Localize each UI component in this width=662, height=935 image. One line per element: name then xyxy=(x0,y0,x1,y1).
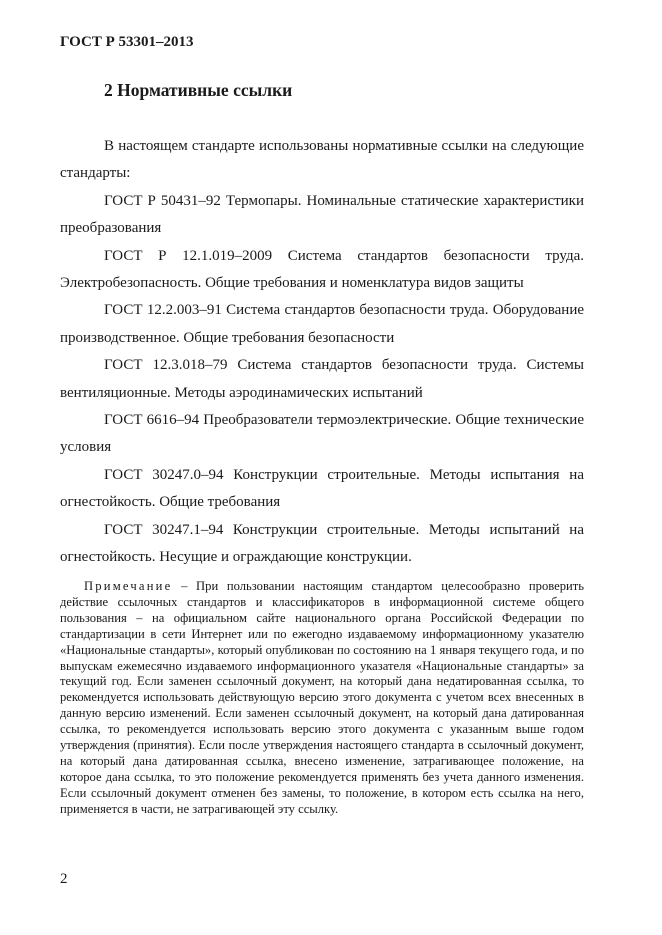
reference-item: ГОСТ 12.2.003–91 Система стандартов безопасности труда. Оборудование производственное. Общие требования безопасности xyxy=(60,302,584,346)
reference-item: ГОСТ 30247.1–94 Конструкции строительные. Методы испытаний на огнестойкость. Несущие и ограждающие конструкции. xyxy=(60,521,584,566)
document-code-header: ГОСТ Р 53301–2013 xyxy=(60,34,194,50)
references-body xyxy=(60,133,584,572)
reference-item: ГОСТ 12.3.018–79 Система стандартов безопасности труда. Системы вентиляционные. Методы аэродинамических испытаний xyxy=(60,357,584,401)
reference-item: ГОСТ 30247.0–94 Конструкции строительные. Методы испытания на огнестойкость. Общие требования xyxy=(60,466,584,511)
reference-item: ГОСТ Р 50431–92 Термопары. Номинальные статические характеристики преобразования xyxy=(60,192,584,237)
note-text: – При пользовании настоящим стандартом целесообразно проверить действие ссылочных стандартов и классификаторов в информационной системе общего пользования – на официальном сайте национального органа Российской Федерации по стандартизации в сети Интернет или по ежегодно издаваемому информационному указателю «Национальные стандарты», который опубликован по состоянию на 1 января текущего года, и по выпускам ежемесячно издаваемого информационного указателя «Национальные стандарты» за текущий год. Если заменен ссылочный документ, на который дана недатированная ссылка, то рекомендуется использовать действующую версию этого документа с учетом всех внесенных в данную версию изменений. Если заменен ссылочный документ, на который дана датированная ссылка, то рекомендуется использовать версию этого документа с указанным выше годом утверждения (принятия). Если после утверждения настоящего стандарта в ссылочный документ, на который дана датированная ссылка, внесено изменение, затрагивающее положение, на которое дана ссылка, то это положение рекомендуется применять без учета данного изменения. Если ссылочный документ отменен без замены, то положение, в котором есть ссылка на него, применяется в части, не затрагивающей эту ссылку. xyxy=(60,579,584,816)
page-number: 2 xyxy=(60,871,68,887)
reference-item: ГОСТ 6616–94 Преобразователи термоэлектрические. Общие технические условия xyxy=(60,412,584,456)
note-paragraph xyxy=(60,579,584,818)
reference-item: ГОСТ Р 12.1.019–2009 Система стандартов безопасности труда. Электробезопасность. Общие требования и номенклатура видов защиты xyxy=(60,247,584,292)
intro-paragraph: В настоящем стандарте использованы нормативные ссылки на следующие стандарты: xyxy=(60,138,584,182)
note-label: Примечание xyxy=(84,579,173,593)
section-title: 2 Нормативные ссылки xyxy=(104,80,293,100)
